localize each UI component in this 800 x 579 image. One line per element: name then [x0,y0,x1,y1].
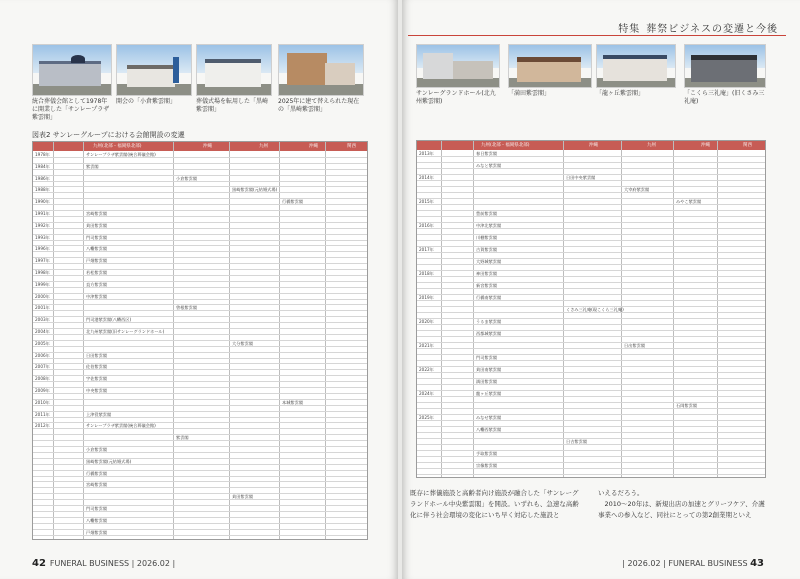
table-cell: 北九州紫雲閣(旧サンレーグランドホール) [86,329,165,334]
footer-text: | 2026.02 | FUNERAL BUSINESS [622,559,748,568]
table-row [417,258,765,259]
table-cell: 門司港紫雲閣(八幡西区) [86,317,132,323]
column-header: 沖縄 [589,143,598,148]
table-cell: 行橋紫雲閣 [282,199,303,205]
table-cell: 日田紫雲閣 [86,352,107,358]
year-label: 2016年 [419,223,434,228]
photo-mitsuda [508,44,592,88]
table-row [33,464,367,465]
table-cell: 新宮紫雲閣 [476,283,497,288]
year-label: 1986年 [35,175,50,181]
year-label: 2010年 [35,399,50,405]
year-label: 2012年 [35,423,50,429]
table-row [33,517,367,518]
year-label: 2007年 [35,364,50,370]
year-label: 2000年 [35,293,50,299]
table-row [33,399,367,400]
table-row [417,294,765,295]
column-header: 沖縄 [701,143,710,148]
table-cell: サンレープラザ紫雲閣(統合葬儀会館) [86,152,156,157]
table-row [33,299,367,300]
table-row [33,381,367,382]
table-cell: 日吉紫雲閣 [566,439,587,444]
table-row [33,240,367,241]
table-row [33,245,367,246]
table-row [33,511,367,512]
body-paragraph: いえるだろう。 2010〜20年は、新規出店の加速とグリーフケア、介護事業への参入など、同社にとっての第2創業期といえ [598,489,765,519]
table-cell: 川棚紫雲閣 [476,235,497,240]
column-header: 九州 [647,143,656,148]
table-cell: 手取紫雲閣 [476,451,497,456]
table-row [33,452,367,453]
table-row [417,246,765,247]
table-row [417,162,765,163]
table-row [417,390,765,391]
table-cell: 若松紫雲閣 [86,270,107,275]
table-row [417,192,765,193]
year-label: 1996年 [35,246,50,252]
table-row [417,438,765,439]
table-row [33,257,367,258]
table-cell: 苅田紫雲閣 [86,222,107,228]
table-cell: 満田紫雲閣 [476,379,497,384]
table-row [417,462,765,463]
table-row [417,240,765,241]
table-cell: 日田中央紫雲閣 [566,175,596,180]
page-footer [622,558,768,569]
table-cell: みなと紫雲閣 [476,163,502,168]
table-cell: 八幡紫雲閣 [86,517,107,523]
table-row [33,216,367,217]
table-cell: 黒崎紫雲閣(元結婚式場) [232,187,278,193]
photo-caption: 「龍ヶ丘紫雲閣」 [596,90,645,97]
table-cell: 門司紫雲閣 [86,234,107,240]
table-cell: 小倉紫雲閣 [176,175,197,181]
table-cell: 門司紫雲閣 [86,506,107,511]
table-row [417,402,765,403]
table-row [417,318,765,319]
table-row [417,288,765,289]
table-row [33,499,367,500]
table-cell: くさみ三礼庵(現こくら三礼庵) [566,307,624,312]
column-header: 関西 [347,144,356,149]
photo-grand-hall [416,44,500,88]
table-cell: 宮崎紫雲閣 [86,482,107,488]
header-rule [408,35,786,36]
table-cell: 上津役紫雲閣 [86,411,112,417]
column-header: 九州 [259,144,268,149]
year-label: 2006年 [35,352,50,358]
year-label: 2009年 [35,388,50,393]
table-cell: 八幡紫雲閣 [86,246,107,252]
table-row [33,322,367,323]
table-row [33,293,367,294]
table-cell: 戸畑紫雲閣 [86,258,107,264]
photo-caption: 葬儀式場を転用した「黒崎紫雲閣」 [196,98,269,113]
table-row [33,476,367,477]
year-label: 1984年 [35,163,50,169]
table-row [33,352,367,353]
photo-sunray-plaza [32,44,112,96]
left-page [0,0,398,579]
column-header: 沖縄 [309,144,318,149]
table-cell: 龍ヶ丘紫雲閣 [476,391,502,396]
table-row [33,434,367,435]
photo-kurosaki-new [278,44,364,96]
year-label: 1988年 [35,187,50,193]
year-label: 2011年 [35,411,50,417]
table-row [417,228,765,229]
column-header: 九州(北部・福岡県北部) [481,143,530,148]
table-row [417,408,765,409]
venue-opening-table [32,141,368,540]
table-row [417,474,765,475]
table-row [417,168,765,169]
table-cell: みなせ紫雲閣 [476,415,502,420]
table-cell: 大宰府紫雲閣 [624,187,650,192]
table-row [33,263,367,264]
table-row [417,420,765,421]
table-row [33,204,367,205]
photo-kurosaki-old [196,44,272,96]
year-label: 2024年 [419,391,434,396]
year-label: 2018年 [419,271,434,276]
year-label: 1978年 [35,152,50,157]
year-label: 2022年 [419,367,434,372]
table-row [33,358,367,359]
table-cell: 佐伯紫雲閣 [86,364,107,370]
page-footer [32,558,175,569]
table-cell: 黒崎紫雲閣(元結婚式場) [86,458,132,464]
photo-kokura [116,44,192,96]
table-row [33,446,367,447]
table-row [417,324,765,325]
table-cell: 八幡西紫雲閣 [476,427,502,432]
column-header: 沖縄 [203,144,212,149]
table-row [417,312,765,313]
table-row [417,456,765,457]
table-row [417,156,765,157]
table-row [33,192,367,193]
table-row [33,328,367,329]
table-cell: 宮崎紫雲閣 [86,211,107,216]
table-row [33,363,367,364]
table-row [417,384,765,385]
footer-text: FUNERAL BUSINESS | 2026.02 | [49,559,176,568]
table-row [417,366,765,367]
table-row [33,234,367,235]
table-row [33,275,367,276]
table-row [417,222,765,223]
year-label: 1992年 [35,222,50,228]
table-title: 図表2 サンレーグループにおける会館開設の変遷 [32,131,185,139]
table-row [33,222,367,223]
year-label: 1991年 [35,211,50,216]
table-cell: みやこ紫雲閣 [676,199,702,204]
table-row [33,304,367,305]
table-row [33,458,367,459]
year-label: 2001年 [35,305,50,311]
year-label: 2013年 [419,151,434,156]
year-label: 1990年 [35,199,50,205]
table-row [417,198,765,199]
table-row [33,186,367,187]
table-row [417,282,765,283]
table-row [417,348,765,349]
table-cell: 豊前紫雲閣 [476,211,497,216]
table-cell: 小倉紫雲閣 [86,447,107,452]
table-cell: 大野城紫雲閣 [476,259,502,264]
table-cell: 苅田紫雲閣 [232,494,253,500]
table-cell: 戸畑紫雲閣 [86,529,107,535]
table-row [33,334,367,335]
table-row [417,210,765,211]
year-label: 2020年 [419,319,434,324]
photo-caption: 統合葬儀会館として1978年に開業した「サンレープラザ紫雲閣」 [32,98,110,121]
table-cell: 本城紫雲閣 [282,399,303,405]
table-cell: 門司紫雲閣 [476,355,497,360]
year-label: 2004年 [35,329,50,334]
table-row [33,251,367,252]
table-row [33,228,367,229]
table-row [417,204,765,205]
body-paragraph: 既存に葬儀施設と高齢者向け施設が融合した「サンレーグランドホール中央紫雲閣」を開設。いずれも、急速な高齢化に伴う社会環境の変化にいち早く対応した施設と [410,489,579,519]
year-label: 2015年 [419,199,434,204]
year-label: 1993年 [35,234,50,240]
table-row [33,387,367,388]
table-cell: 神田紫雲閣 [476,271,497,276]
table-row [33,281,367,282]
table-row [33,535,367,536]
table-cell: 春日紫雲閣 [476,151,497,156]
table-row [33,493,367,494]
year-label: 2003年 [35,317,50,323]
year-label: 2017年 [419,247,434,252]
photo-caption: 開会の「小倉紫雲閣」 [116,98,177,105]
feature-header [618,20,778,35]
table-row [33,198,367,199]
table-cell: うるま紫雲閣 [476,319,502,324]
feature-tag: 特集 [618,24,641,35]
year-label: 2019年 [419,295,434,300]
year-label: 1998年 [35,270,50,275]
table-row [33,470,367,471]
year-label: 2021年 [419,343,434,348]
table-row [417,342,765,343]
table-row [33,487,367,488]
table-row [417,372,765,373]
table-cell: 西都城紫雲閣 [476,331,502,336]
photo-caption: 「こくら三礼庵」(旧くさみ三礼庵) [684,90,765,105]
table-row [417,270,765,271]
table-cell: 石岡紫雲閣 [676,403,697,408]
table-row [417,468,765,469]
table-cell: 大分紫雲閣 [232,340,253,346]
table-row [417,444,765,445]
table-row [417,360,765,361]
table-row [417,396,765,397]
table-row [417,186,765,187]
table-cell: 直方紫雲閣 [86,281,107,287]
table-row [33,310,367,311]
right-page [402,0,800,579]
table-cell: 曽根紫雲閣 [176,305,197,311]
page-number: 42 [32,558,46,569]
photo-caption: 2025年に建て替えられた現在の「黒崎紫雲閣」 [278,98,360,113]
table-row [33,405,367,406]
table-row [417,330,765,331]
page-number: 43 [750,558,764,569]
venue-opening-table-continued [416,140,766,478]
table-row [33,411,367,412]
table-row [33,210,367,211]
table-row [417,216,765,217]
photo-kokura-sanreian [684,44,766,88]
photo-caption: サンレーグランドホール(北九州紫雲閣) [416,90,496,105]
table-row [417,354,765,355]
table-row [33,422,367,423]
table-row [417,276,765,277]
table-row [33,393,367,394]
table-row [33,316,367,317]
table-row [33,375,367,376]
table-row [417,300,765,301]
year-label: 2005年 [35,340,50,346]
year-label: 2025年 [419,415,434,420]
table-row [417,264,765,265]
table-row [33,163,367,164]
photo-caption: 「満田紫雲閣」 [508,90,551,97]
table-row [417,234,765,235]
year-label: 2014年 [419,175,434,180]
table-cell: 中央紫雲閣 [86,388,107,393]
photo-tatsugaoka [596,44,676,88]
table-row [33,481,367,482]
table-cell: 行橋紫雲閣 [86,470,107,476]
table-row [33,175,367,176]
table-row [417,180,765,181]
table-row [33,181,367,182]
table-cell: 紫雲閣 [86,163,99,169]
table-cell: 苅田南紫雲閣 [476,367,502,372]
table-row [33,346,367,347]
year-label: 2008年 [35,376,50,382]
table-row [33,505,367,506]
table-row [33,523,367,524]
year-label: 1999年 [35,281,50,287]
table-row [417,450,765,451]
table-row [417,426,765,427]
table-row [417,432,765,433]
table-cell: 中津北紫雲閣 [476,223,502,228]
table-row [33,428,367,429]
table-row [33,287,367,288]
table-row [417,414,765,415]
table-cell: 宇佐紫雲閣 [86,376,107,382]
table-row [33,269,367,270]
table-row [33,417,367,418]
table-row [417,336,765,337]
table-cell: 行橋南紫雲閣 [476,295,502,300]
table-cell: 宗像紫雲閣 [476,463,497,468]
table-row [33,169,367,170]
year-label: 1997年 [35,258,50,264]
table-row [33,340,367,341]
feature-title: 葬祭ビジネスの変遷と今後 [646,24,778,35]
table-row [417,252,765,253]
table-row [33,529,367,530]
column-header: 九州(北部・福岡県北部) [93,144,142,149]
table-row [33,369,367,370]
table-cell: 日出紫雲閣 [624,343,645,348]
table-row [33,157,367,158]
table-cell: サンレープラザ紫雲閣(統合葬儀会館) [86,423,156,429]
table-cell: 紫雲閣 [176,435,189,441]
table-row [417,378,765,379]
table-cell: 中津紫雲閣 [86,293,107,299]
column-header: 関西 [743,143,752,148]
table-cell: 古賀紫雲閣 [476,247,497,252]
table-row [33,440,367,441]
